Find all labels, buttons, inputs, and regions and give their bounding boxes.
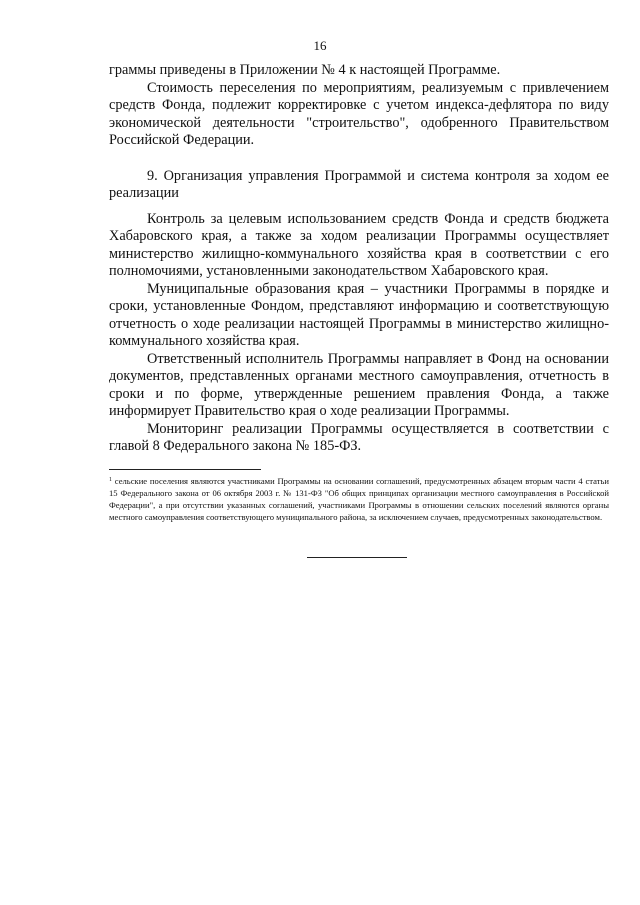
paragraph-programs-listed: граммы приведены в Приложении № 4 к настоящей Программе. [109,62,501,78]
end-of-document-line [307,557,407,558]
section-heading: 9. Организация управления Программой и система контроля за ходом ее реализации [109,167,609,201]
footnote-separator [109,469,261,470]
paragraph-control: Контроль за целевым использованием средств Фонда и средств бюджета Хабаровского края, а также за ходом реализации Программы осуществляет министерство жилищно-коммунального хозяйства края в соответствии с его полномочиями, установленными законодательством Хабаровского края. [109,210,609,279]
document-body [109,62,609,523]
paragraph-municipalities: Муниципальные образования края – участники Программы в порядке и сроки, установленные Фондом, представляют информацию и соответствующую отчетность о ходе реализации настоящей Программы в министерство жилищно-коммунального хозяйства края. [109,280,609,349]
footnote-text: сельские поселения являются участниками Программы на основании соглашений, предусмотренных абзацем вторым части 4 статьи 15 Федерального закона от 06 октября 2003 г. № 131-ФЗ "Об общих принципах организации местного самоуправления в Российской Федерации", а при отсутствии указанных соглашений, участниками Программы в отношении сельских поселений являются органы местного самоуправления соответствующего муниципального района, за исключением случаев, предусмотренных законодательством. [109,475,609,523]
footnote [109,474,609,524]
paragraph-executor: Ответственный исполнитель Программы направляет в Фонд на основании документов, представленных органами местного самоуправления, отчетность в сроки и по форме, утвержденные решением правления Фонда, а также информирует Правительство края о ходе реализации Программы. [109,350,609,419]
paragraph-monitoring: Мониторинг реализации Программы осуществляется в соответствии с главой 8 Федерального закона № 185-ФЗ. [109,420,609,454]
paragraph-relocation-cost: Стоимость переселения по мероприятиям, реализуемым с привлечением средств Фонда, подлежит корректировке с учетом индекса-дефлятора по виду экономической деятельности "строительство", одобренного Правительством Российской Федерации. [109,79,609,148]
page-number: 16 [313,38,327,53]
footnote-marker: 1 [109,476,112,483]
